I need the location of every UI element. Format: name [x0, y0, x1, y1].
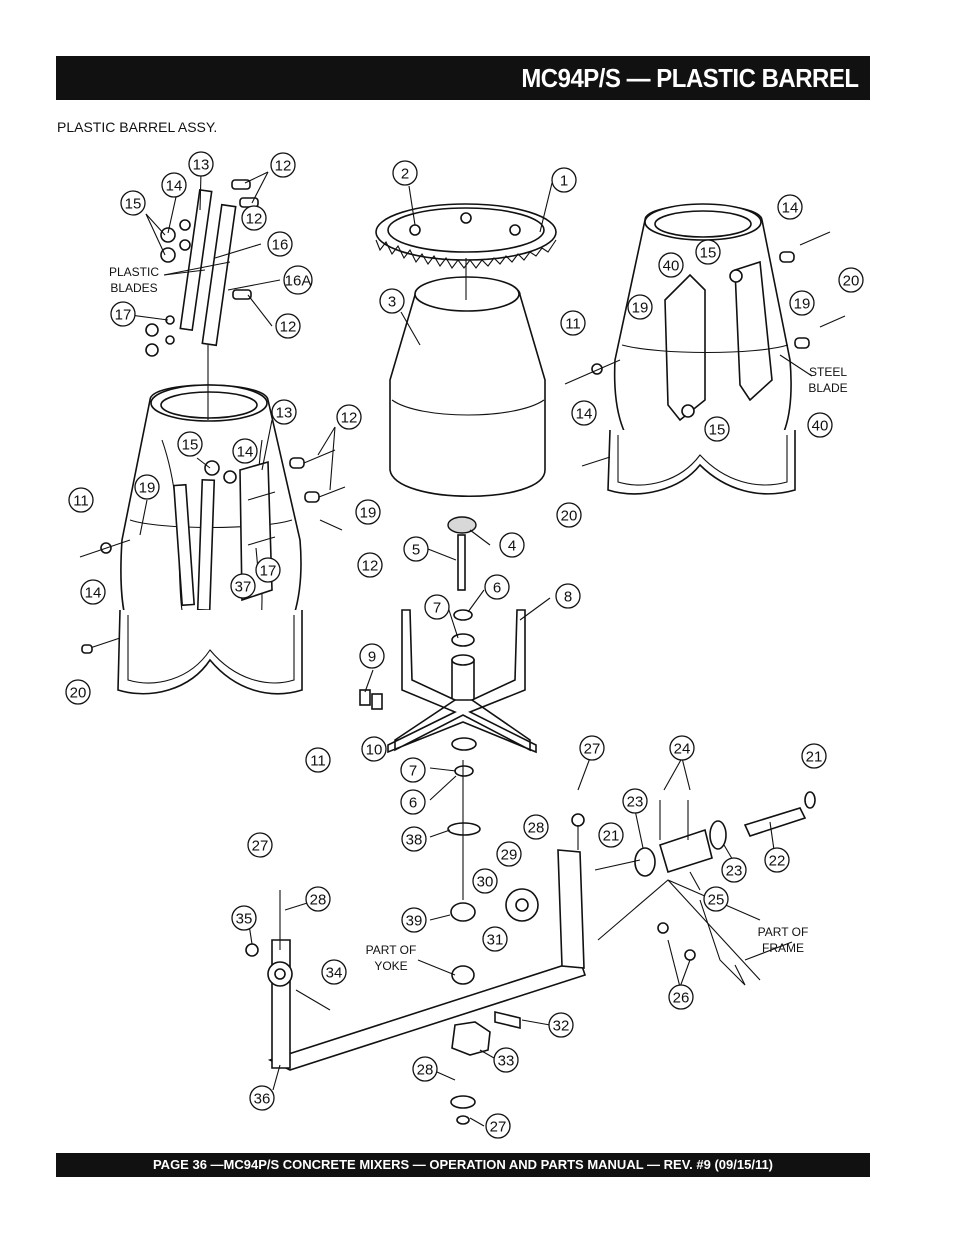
callout-number: 40 — [811, 417, 829, 435]
part-of-yoke-note-line2: YOKE — [374, 959, 408, 973]
callout-12 — [358, 553, 382, 577]
callout-27 — [486, 1114, 510, 1138]
left-barrel-assembly — [80, 345, 345, 694]
callout-number: 27 — [489, 1118, 507, 1136]
callout-37 — [231, 574, 255, 598]
part-of-yoke-note-line1: PART OF — [365, 943, 417, 957]
callout-number: 8 — [563, 588, 573, 606]
callout-34 — [322, 960, 346, 984]
callout-number: 19 — [138, 479, 156, 497]
steel-blade-note-line1: STEEL — [808, 365, 848, 379]
callout-number: 12 — [245, 210, 263, 228]
yoke-and-drive-assembly — [246, 792, 815, 1124]
callout-13 — [189, 152, 213, 176]
page-title: MC94P/S — PLASTIC BARREL — [520, 63, 858, 93]
callout-number: 15 — [699, 244, 717, 262]
callout-33 — [494, 1048, 518, 1072]
callout-28 — [413, 1057, 437, 1081]
callout-number: 12 — [340, 409, 358, 427]
plastic-blades-note-line1: PLASTIC — [108, 265, 160, 279]
callout-number: 19 — [631, 299, 649, 317]
callout-19 — [790, 291, 814, 315]
callout-7 — [401, 758, 425, 782]
callout-number: 14 — [236, 443, 254, 461]
callout-number: 11 — [73, 492, 89, 510]
callout-8 — [556, 584, 580, 608]
callout-number: 31 — [486, 931, 504, 949]
part-of-frame-note-line1: PART OF — [757, 925, 809, 939]
callout-20 — [66, 680, 90, 704]
callout-number: 28 — [309, 891, 327, 909]
section-title: PLASTIC BARREL ASSY. — [57, 119, 218, 135]
callout-number: 14 — [165, 177, 183, 195]
callout-number: 14 — [84, 584, 102, 602]
callout-number: 34 — [325, 964, 343, 982]
callout-9 — [360, 644, 384, 668]
callout-number: 26 — [672, 989, 690, 1007]
callout-12 — [276, 314, 300, 338]
callout-number: 15 — [708, 421, 726, 439]
callout-number: 12 — [274, 157, 292, 175]
callout-number: 4 — [507, 537, 517, 555]
callout-13 — [272, 400, 296, 424]
callout-32 — [549, 1013, 573, 1037]
callout-number: 2 — [400, 165, 410, 183]
callout-12 — [242, 206, 266, 230]
callout-number: 6 — [408, 794, 418, 812]
callout-14 — [778, 195, 802, 219]
callout-27 — [580, 736, 604, 760]
callout-11 — [306, 748, 330, 772]
callout-number: 12 — [279, 318, 297, 336]
callout-number: 13 — [275, 404, 293, 422]
callout-19 — [135, 475, 159, 499]
callout-number: 22 — [768, 852, 786, 870]
callout-number: 40 — [662, 257, 680, 275]
callout-24 — [670, 736, 694, 760]
callout-16A — [284, 266, 312, 294]
callout-12 — [271, 153, 295, 177]
callout-38 — [402, 827, 426, 851]
plastic-blades-note-line2: BLADES — [110, 281, 158, 295]
callout-1 — [552, 168, 576, 192]
callout-number: 19 — [359, 504, 377, 522]
callout-3 — [380, 289, 404, 313]
callout-31 — [483, 927, 507, 951]
callout-number: 9 — [367, 648, 377, 666]
center-drum — [376, 204, 556, 496]
callout-11 — [69, 488, 93, 512]
callout-number: 32 — [552, 1017, 570, 1035]
callout-number: 25 — [707, 891, 725, 909]
callout-number: 16 — [271, 236, 289, 254]
callout-7 — [425, 595, 449, 619]
callout-number: 11 — [310, 752, 326, 770]
callout-number: 7 — [432, 599, 442, 617]
callout-14 — [233, 439, 257, 463]
callout-28 — [306, 887, 330, 911]
steel-blade-note-line2: BLADE — [808, 381, 848, 395]
callout-number: 15 — [124, 195, 142, 213]
callout-2 — [393, 161, 417, 185]
callout-30 — [473, 869, 497, 893]
callout-23 — [623, 789, 647, 813]
callout-number: 20 — [842, 272, 860, 290]
callout-number: 17 — [114, 306, 132, 324]
callout-number: 28 — [527, 819, 545, 837]
callout-27 — [248, 833, 272, 857]
callout-10 — [362, 737, 386, 761]
callout-number: 37 — [234, 578, 252, 596]
callout-number: 29 — [500, 846, 518, 864]
callout-number: 10 — [365, 741, 383, 759]
callout-21 — [802, 744, 826, 768]
callout-number: 24 — [673, 740, 691, 758]
callout-number: 21 — [602, 827, 620, 845]
callout-number: 16A — [284, 272, 312, 290]
callout-12 — [337, 405, 361, 429]
callout-11 — [561, 311, 585, 335]
callout-number: 7 — [408, 762, 418, 780]
callout-number: 11 — [565, 315, 581, 333]
callout-25 — [704, 887, 728, 911]
callout-40 — [808, 413, 832, 437]
callout-number: 17 — [259, 562, 277, 580]
callout-number: 14 — [575, 405, 593, 423]
callout-number: 27 — [583, 740, 601, 758]
callout-5 — [404, 537, 428, 561]
callout-number: 38 — [405, 831, 423, 849]
callout-16 — [268, 232, 292, 256]
callout-26 — [669, 985, 693, 1009]
callout-number: 28 — [416, 1061, 434, 1079]
callout-17 — [111, 302, 135, 326]
callout-40 — [659, 253, 683, 277]
footer-bar — [56, 1153, 870, 1177]
callout-number: 20 — [69, 684, 87, 702]
callout-22 — [765, 848, 789, 872]
callout-35 — [232, 906, 256, 930]
callout-4 — [500, 533, 524, 557]
callout-number: 12 — [361, 557, 379, 575]
callout-14 — [572, 401, 596, 425]
callout-21 — [599, 823, 623, 847]
callout-29 — [497, 842, 521, 866]
callout-15 — [178, 432, 202, 456]
callout-19 — [628, 295, 652, 319]
callout-39 — [402, 908, 426, 932]
callout-number: 36 — [253, 1090, 271, 1108]
callout-number: 5 — [411, 541, 421, 559]
callout-number: 21 — [805, 748, 823, 766]
callout-20 — [557, 503, 581, 527]
callout-15 — [705, 417, 729, 441]
part-of-frame-note-line2: FRAME — [762, 941, 804, 955]
callout-number: 33 — [497, 1052, 515, 1070]
callout-17 — [256, 558, 280, 582]
callout-28 — [524, 815, 548, 839]
callout-19 — [356, 500, 380, 524]
callout-number: 23 — [626, 793, 644, 811]
callout-number: 1 — [559, 172, 569, 190]
callout-14 — [81, 580, 105, 604]
callout-number: 23 — [725, 862, 743, 880]
callout-15 — [696, 240, 720, 264]
callout-36 — [250, 1086, 274, 1110]
callout-number: 15 — [181, 436, 199, 454]
callout-number: 35 — [235, 910, 253, 928]
callout-6 — [485, 575, 509, 599]
callout-number: 27 — [251, 837, 269, 855]
callout-number: 20 — [560, 507, 578, 525]
callout-20 — [839, 268, 863, 292]
callout-number: 3 — [387, 293, 397, 311]
callout-number: 30 — [476, 873, 494, 891]
callout-15 — [121, 191, 145, 215]
callout-6 — [401, 790, 425, 814]
callout-number: 19 — [793, 295, 811, 313]
footer-text: PAGE 36 —MC94P/S CONCRETE MIXERS — OPERATION AND PARTS MANUAL — REV. #9 (09/15/11) — [152, 1157, 774, 1172]
callout-23 — [722, 858, 746, 882]
callout-number: 14 — [781, 199, 799, 217]
callout-number: 39 — [405, 912, 423, 930]
callout-number: 6 — [492, 579, 502, 597]
callout-14 — [162, 173, 186, 197]
callout-number: 13 — [192, 156, 210, 174]
